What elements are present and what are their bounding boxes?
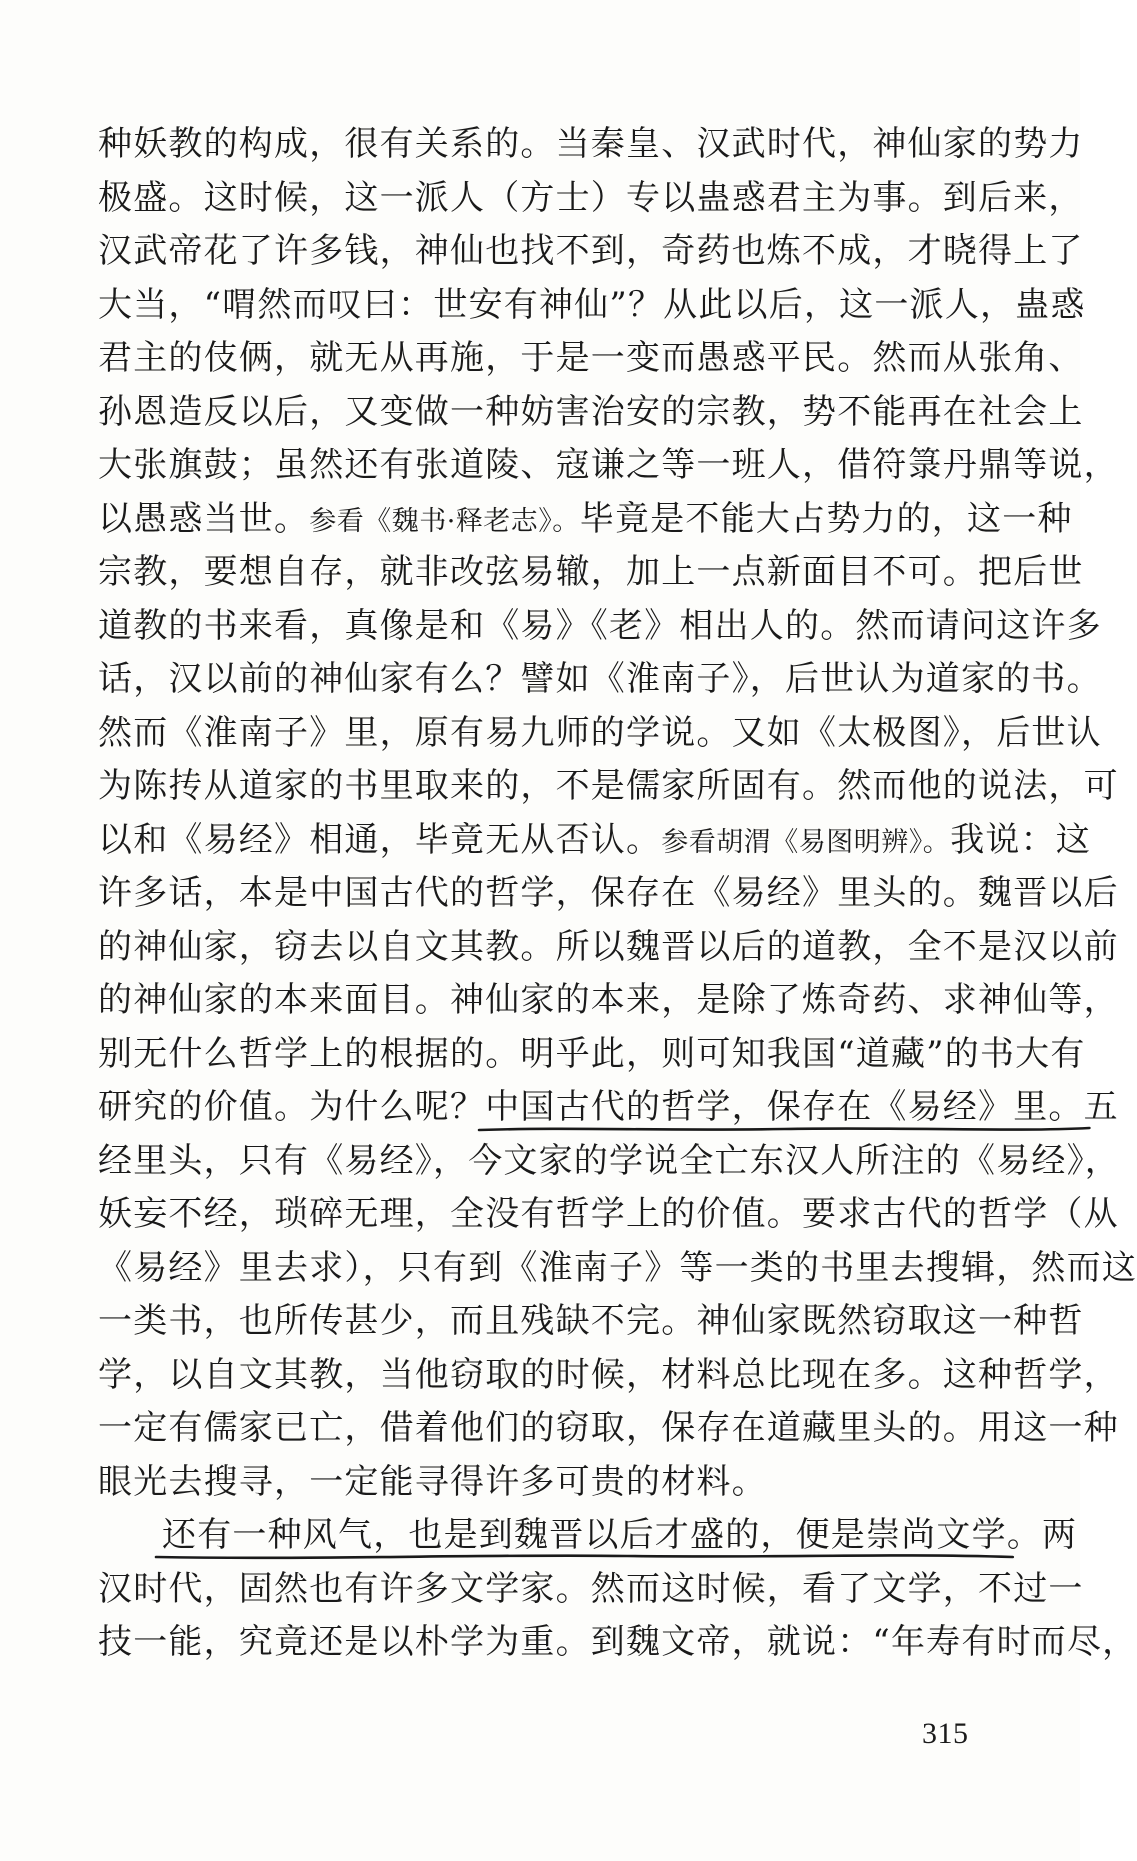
line-text: 汉时代，固然也有许多文学家。然而这时候，看了文学，不过一 — [98, 1568, 1084, 1609]
line-text: 《易经》里去求），只有到《淮南子》等一类的书里去搜辑，然而这 — [98, 1247, 1137, 1288]
line-text: 汉武帝花了许多钱，神仙也找不到，奇药也炼不成，才晓得上了 — [98, 231, 1084, 271]
text-line — [98, 760, 1119, 814]
line-text: 学，以自文其教，当他窃取的时候，材料总比现在多。这种哲学， — [98, 1354, 1119, 1395]
line-text: 话，汉以前的神仙家有么？譬如《淮南子》，后世认为道家的书。 — [98, 659, 1102, 699]
underlined-text: 还有一种风气，也是到魏晋以后才盛的，便是崇尚文学 — [162, 1515, 1007, 1555]
text-line — [98, 1295, 1084, 1349]
inline-note: 参看胡渭《易图明辨》。 — [661, 826, 951, 858]
text-line — [98, 1135, 1120, 1189]
text-line — [98, 1563, 1084, 1617]
inline-note: 参看《魏书·释老志》。 — [309, 505, 580, 537]
text-line — [98, 653, 1102, 707]
line-text: 孙恩造反以后，又变做一种妨害治安的宗教，势不能再在社会上 — [98, 391, 1084, 432]
handwritten-underline-phrase — [162, 1509, 1007, 1563]
text-line — [98, 1349, 1119, 1403]
text-line — [98, 1188, 1119, 1242]
text-line — [98, 1081, 1119, 1135]
text-line — [98, 439, 1119, 493]
line-text: 技一能，究竟还是以朴学为重。到魏文帝，就说：“年寿有时而尽， — [98, 1622, 1137, 1662]
line-text: 毕竟是不能大占势力的，这一种 — [579, 498, 1073, 539]
line-text: 五 — [1083, 1087, 1119, 1127]
line-text: 的神仙家，窃去以自文其教。所以魏晋以后的道教，全不是汉以前 — [98, 926, 1119, 967]
line-text: 以愚惑当世。 — [98, 498, 310, 539]
line-text: 眼光去搜寻，一定能寻得许多可贵的材料。 — [98, 1461, 767, 1502]
line-text: 宗教，要想自存，就非改弦易辙，加上一点新面目不可。把后世 — [98, 552, 1084, 592]
text-line — [98, 867, 1119, 921]
line-text: 然而《淮南子》里，原有易九师的学说。又如《太极图》，后世认 — [98, 712, 1102, 753]
text-line — [98, 332, 1084, 386]
line-text: 极盛。这时候，这一派人（方士）专以蛊惑君主为事。到后来， — [98, 177, 1084, 218]
line-text: 为陈抟从道家的书里取来的，不是儒家所固有。然而他的说法，可 — [98, 766, 1119, 806]
line-text: 别无什么哲学上的根据的。明乎此，则可知我国“道藏”的书大有 — [98, 1033, 1086, 1074]
handwritten-underline-phrase — [485, 1081, 1083, 1135]
text-line — [98, 974, 1119, 1028]
text-line — [98, 707, 1102, 761]
line-text: 。两 — [1006, 1515, 1078, 1555]
text-line — [98, 600, 1102, 654]
text-line — [98, 546, 1084, 600]
text-line — [98, 1616, 1137, 1670]
paragraph-start-line — [98, 1509, 1078, 1563]
line-text: 经里头，只有《易经》，今文家的学说全亡东汉人所注的《易经》， — [98, 1140, 1120, 1181]
text-line — [98, 386, 1084, 440]
text-line — [98, 1402, 1119, 1456]
text-line — [98, 172, 1084, 226]
body-text — [98, 118, 1137, 1670]
line-text: 种妖教的构成，很有关系的。当秦皇、汉武时代，神仙家的势力 — [98, 124, 1084, 164]
text-line — [98, 118, 1084, 172]
text-line — [98, 1456, 978, 1510]
underlined-text: 中国古代的哲学，保存在《易经》里。 — [485, 1087, 1084, 1127]
line-text: 道教的书来看，真像是和《易》《老》相出人的。然而请问这许多 — [98, 605, 1102, 646]
text-line — [98, 493, 1073, 547]
line-text: 以和《易经》相通，毕竟无从否认。 — [98, 819, 662, 860]
line-text: 大张旗鼓；虽然还有张道陵、寇谦之等一班人，借符箓丹鼎等说， — [98, 445, 1119, 485]
line-text: 研究的价值。为什么呢？ — [98, 1087, 486, 1127]
line-text: 一定有儒家已亡，借着他们的窃取，保存在道藏里头的。用这一种 — [98, 1408, 1119, 1448]
line-text: 妖妄不经，琐碎无理，全没有哲学上的价值。要求古代的哲学（从 — [98, 1194, 1119, 1234]
line-text: 一类书，也所传甚少，而且残缺不完。神仙家既然窃取这一种哲 — [98, 1301, 1084, 1341]
line-text: 的神仙家的本来面目。神仙家的本来，是除了炼奇药、求神仙等， — [98, 980, 1119, 1020]
line-text: 我说：这 — [950, 819, 1092, 860]
text-line — [98, 1242, 1137, 1296]
line-text: 许多话，本是中国古代的哲学，保存在《易经》里头的。魏晋以后 — [98, 873, 1119, 913]
text-line — [98, 1028, 1086, 1082]
text-line — [98, 814, 1092, 868]
line-text: 君主的伎俩，就无从再施，于是一变而愚惑平民。然而从张角、 — [98, 338, 1084, 378]
text-line — [98, 225, 1084, 279]
text-line — [98, 921, 1119, 975]
line-text: 大当，“喟然而叹曰：世安有神仙”？从此以后，这一派人，蛊惑 — [98, 284, 1086, 325]
text-line — [98, 279, 1086, 333]
page-number: 315 — [922, 1717, 969, 1750]
